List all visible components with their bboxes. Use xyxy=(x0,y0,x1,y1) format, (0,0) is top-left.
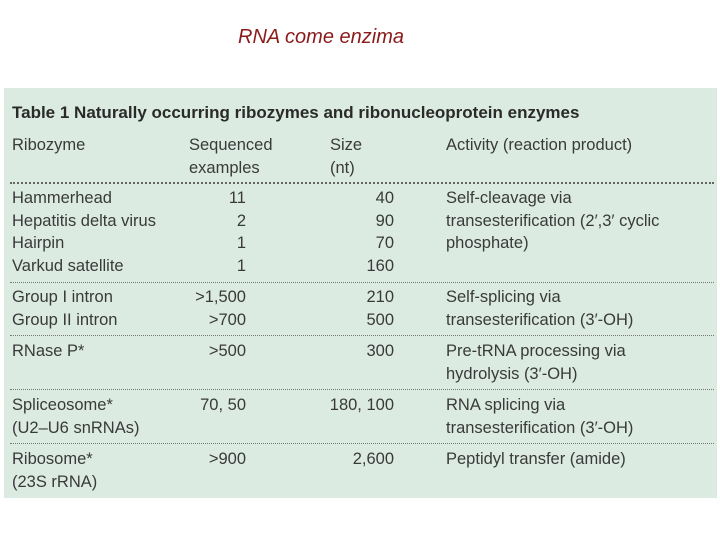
ribozyme-name: Hairpin xyxy=(12,234,65,252)
ribozyme-name: RNase P* xyxy=(12,342,85,360)
header-sequenced-line-1: Sequenced xyxy=(189,136,273,154)
group-2-ribozymes xyxy=(12,286,117,331)
activity-line: Self-splicing via xyxy=(446,288,561,306)
group-5-size xyxy=(304,448,394,471)
group-1-sequenced xyxy=(184,187,246,277)
group-3-ribozymes xyxy=(12,340,84,363)
group-4-sequenced xyxy=(174,394,246,417)
sequenced-count: >500 xyxy=(208,342,246,360)
ribozyme-name: Hammerhead xyxy=(12,189,112,207)
activity-line: RNA splicing via xyxy=(446,396,566,414)
sequenced-count: >700 xyxy=(208,310,246,329)
group-5-ribozymes xyxy=(12,448,97,493)
group-5-activity xyxy=(446,448,626,471)
group-4-ribozymes xyxy=(12,394,139,439)
group-3-size xyxy=(324,340,394,363)
header-divider xyxy=(10,182,714,184)
row-divider xyxy=(10,282,714,283)
size-value: 180, 100 xyxy=(329,396,394,414)
size-value: 2,600 xyxy=(352,450,394,468)
size-value: 500 xyxy=(366,310,394,329)
group-3-sequenced xyxy=(174,340,246,363)
header-sequenced-line-2: examples xyxy=(189,158,260,177)
activity-line: Pre-tRNA processing via xyxy=(446,342,626,360)
ribozyme-name: Spliceosome* xyxy=(12,396,113,414)
group-2-sequenced xyxy=(174,286,246,331)
header-activity: Activity (reaction product) xyxy=(446,136,633,154)
sequenced-count: 1 xyxy=(236,234,246,252)
sequenced-count: >1,500 xyxy=(195,288,246,306)
slide-title: RNA come enzima xyxy=(238,26,404,48)
header-size xyxy=(330,134,362,179)
row-divider xyxy=(10,443,714,444)
activity-line: hydrolysis (3′-OH) xyxy=(446,364,578,383)
ribozyme-name: Group I intron xyxy=(12,288,113,306)
sequenced-count: 1 xyxy=(236,256,246,275)
header-ribozyme: Ribozyme xyxy=(12,136,86,154)
group-4-activity xyxy=(446,394,633,439)
ribozyme-name: Ribosome* xyxy=(12,450,93,468)
size-value: 40 xyxy=(375,189,394,207)
size-value: 210 xyxy=(366,288,394,306)
activity-line: Self-cleavage via xyxy=(446,189,572,207)
header-size-line-1: Size xyxy=(330,136,363,154)
activity-line: transesterification (2′,3′ cyclic xyxy=(446,211,660,230)
sequenced-count: >900 xyxy=(208,450,246,468)
table-caption: Table 1 Naturally occurring ribozymes and ribonucleoprotein enzymes xyxy=(12,103,580,122)
sequenced-count: 2 xyxy=(236,211,246,230)
ribozyme-name: (U2–U6 snRNAs) xyxy=(12,418,140,437)
ribozyme-table xyxy=(4,88,717,498)
activity-line: phosphate) xyxy=(446,234,529,252)
group-5-sequenced xyxy=(174,448,246,471)
activity-line: transesterification (3′-OH) xyxy=(446,310,634,329)
header-size-line-2: (nt) xyxy=(330,158,355,177)
sequenced-count: 11 xyxy=(228,189,246,207)
ribozyme-name: (23S rRNA) xyxy=(12,472,98,491)
group-1-ribozymes xyxy=(12,187,156,277)
row-divider xyxy=(10,335,714,336)
size-value: 300 xyxy=(366,342,394,360)
ribozyme-name: Hepatitis delta virus xyxy=(12,211,156,230)
activity-line: transesterification (3′-OH) xyxy=(446,418,634,437)
group-1-activity xyxy=(446,187,659,255)
group-3-activity xyxy=(446,340,626,385)
ribozyme-name: Varkud satellite xyxy=(12,256,124,275)
group-1-size xyxy=(324,187,394,277)
sequenced-count: 70, 50 xyxy=(200,396,246,414)
ribozyme-name: Group II intron xyxy=(12,310,118,329)
group-2-size xyxy=(324,286,394,331)
activity-line: Peptidyl transfer (amide) xyxy=(446,450,626,468)
row-divider xyxy=(10,389,714,390)
size-value: 160 xyxy=(366,256,394,275)
header-sequenced xyxy=(189,134,273,179)
group-2-activity xyxy=(446,286,633,331)
size-value: 90 xyxy=(375,211,394,230)
size-value: 70 xyxy=(375,234,394,252)
group-4-size xyxy=(304,394,394,417)
